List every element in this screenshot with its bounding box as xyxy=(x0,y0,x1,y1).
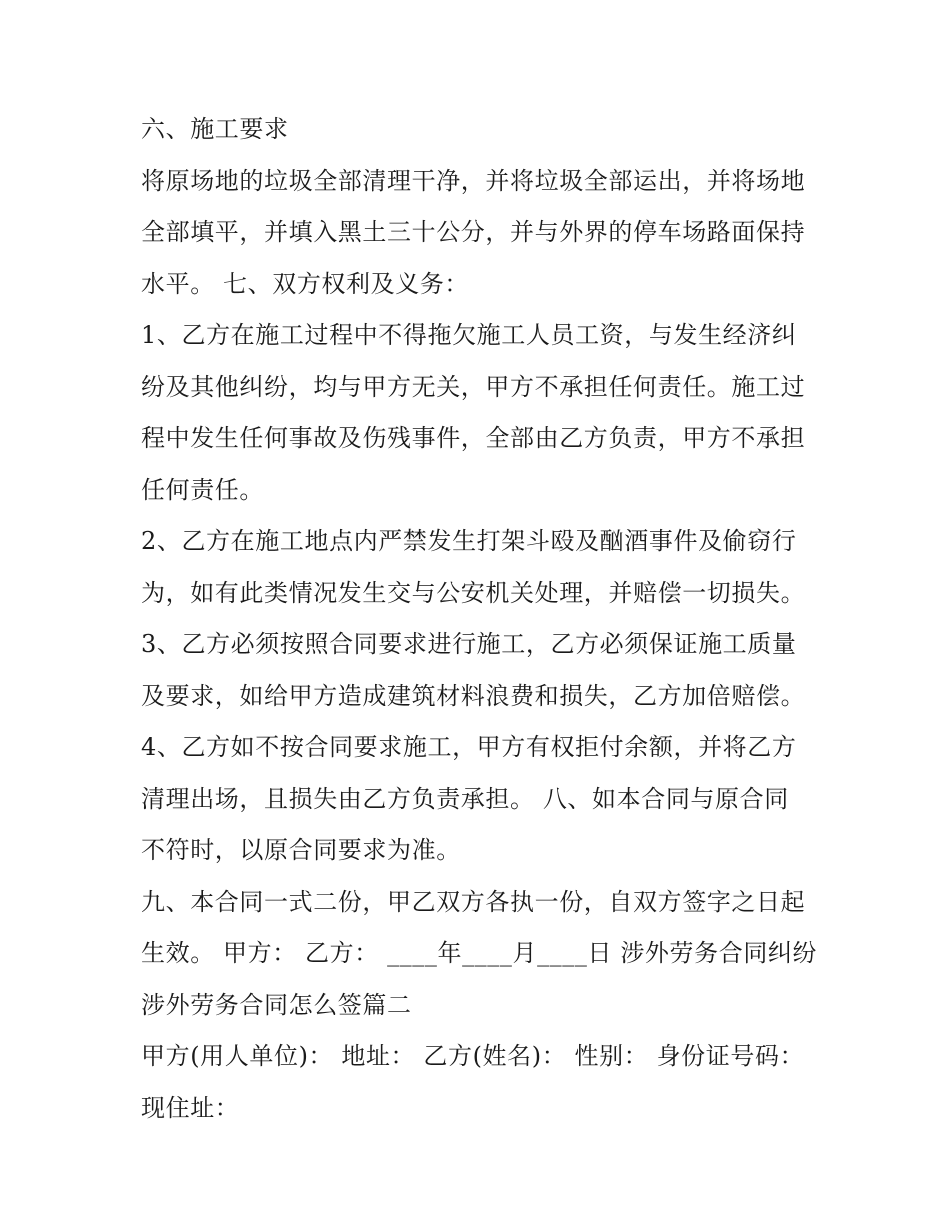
clause-4-line: 清理出场，且损失由乙方负责承担。 八、如本合同与原合同 xyxy=(141,784,789,813)
paragraph-line: 全部填平，并填入黑土三十公分，并与外界的停车场路面保持 xyxy=(141,218,806,246)
document-body xyxy=(141,104,821,1134)
clause-1-line: 纷及其他纠纷，均与甲方无关，甲方不承担任何责任。施工过 xyxy=(141,372,806,401)
clause-2-line: 为，如有此类情况发生交与公安机关处理，并赔偿一切损失。 xyxy=(141,578,806,607)
clause-4-line: 不符时，以原合同要求为准。 xyxy=(141,836,461,864)
clause-2-line: 2、乙方在施工地点内严禁发生打架斗殴及酗酒事件及偷窃行 xyxy=(141,527,797,555)
signature-line: 生效。 甲方： 乙方： ____年____月____日 涉外劳务合同纠纷 xyxy=(141,939,818,967)
clause-4-line: 4、乙方如不按合同要求施工，甲方有权拒付余额，并将乙方 xyxy=(141,733,797,761)
section-nine-line: 九、本合同一式二份，甲乙双方各执一份，自双方签字之日起 xyxy=(141,887,806,916)
clause-3-line: 及要求，如给甲方造成建筑材料浪费和损失，乙方加倍赔偿。 xyxy=(141,681,806,710)
clause-1-line: 1、乙方在施工过程中不得拖欠施工人员工资，与发生经济纠 xyxy=(141,321,797,349)
paragraph-line: 将原场地的垃圾全部清理干净，并将垃圾全部运出，并将场地 xyxy=(141,166,806,195)
clause-1-line: 程中发生任何事故及伤残事件，全部由乙方负责，甲方不承担 xyxy=(141,424,806,452)
party-info-line: 甲方(用人单位)： 地址： 乙方(姓名)： 性别： 身份证号码： xyxy=(141,1042,805,1070)
section-heading-six: 六、施工要求 xyxy=(141,115,289,143)
subtitle-line: 涉外劳务合同怎么签篇二 xyxy=(141,990,412,1019)
paragraph-line: 水平。 七、双方权利及义务： xyxy=(141,269,470,298)
clause-1-line: 任何责任。 xyxy=(141,475,264,504)
address-line: 现住址： xyxy=(141,1093,240,1122)
clause-3-line: 3、乙方必须按照合同要求进行施工，乙方必须保证施工质量 xyxy=(141,630,797,658)
